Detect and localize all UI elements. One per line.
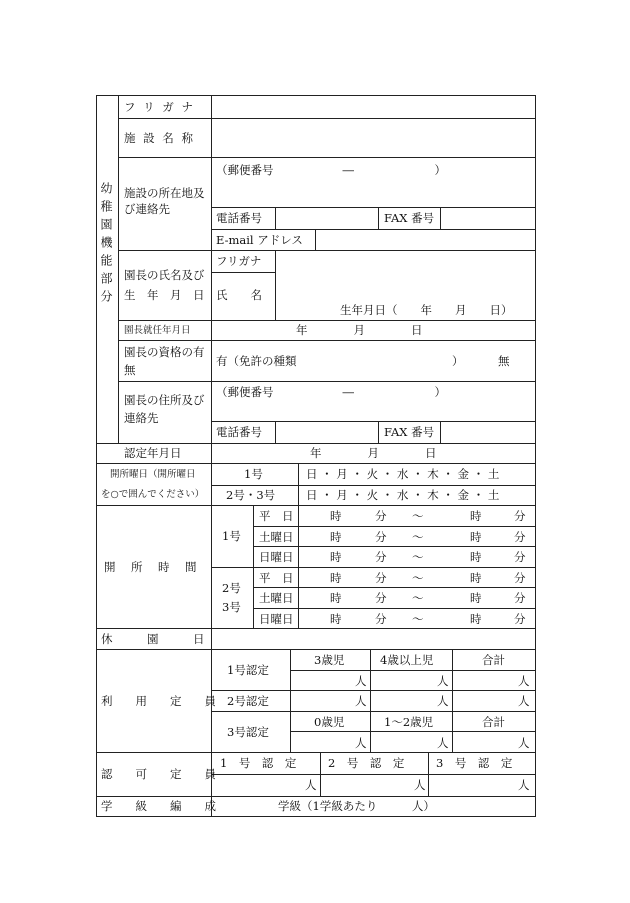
section-label-kindergarten: 幼稚園機能部分 — [99, 182, 113, 308]
time-hour-to: 時 — [470, 550, 482, 564]
rule — [440, 421, 441, 443]
postal-code-field: （郵便番号 ― ） — [216, 163, 446, 177]
rule — [211, 690, 536, 691]
time-tilde: ～ — [412, 530, 424, 544]
person-unit: 人 — [437, 736, 449, 750]
director-name-field-label: 氏 名 — [216, 288, 262, 302]
director-address-label-1: 園長の住所及び — [124, 393, 205, 407]
open-days-label-1: 開所曜日（開所曜日 — [110, 469, 196, 480]
person-unit: 人 — [437, 694, 449, 708]
qualification-label-2: 無 — [124, 363, 136, 377]
qualification-none: 無 — [498, 354, 510, 368]
person-unit: 人 — [355, 736, 367, 750]
rule — [118, 381, 536, 382]
fax-label: FAX 番号 — [384, 211, 435, 225]
rule — [253, 526, 536, 527]
rule — [96, 505, 536, 506]
time-tilde: ～ — [412, 591, 424, 605]
rule — [118, 157, 536, 158]
qualification-label-1: 園長の資格の有 — [124, 345, 205, 359]
rule — [96, 95, 536, 96]
time-minute-to: 分 — [514, 571, 526, 585]
person-unit: 人 — [414, 778, 426, 792]
class-organization-field: 学級（1学級あたり 人） — [278, 799, 435, 813]
rule — [211, 207, 536, 208]
time-hour-to: 時 — [470, 509, 482, 523]
director-fax-label: FAX 番号 — [384, 425, 435, 439]
time-tilde: ～ — [412, 509, 424, 523]
tel-label: 電話番号 — [216, 211, 262, 225]
day-type-saturday: 土曜日 — [259, 591, 294, 605]
birth-date-field: 生年月日（ 年 月 日） — [340, 303, 513, 317]
rule — [96, 649, 536, 650]
rule — [298, 505, 299, 628]
hours-group-3: 3号 — [222, 600, 241, 614]
holiday-label: 休 園 日 — [101, 632, 205, 646]
rule — [290, 649, 291, 752]
time-hour-from: 時 — [330, 571, 342, 585]
person-unit: 人 — [518, 694, 530, 708]
rule — [118, 250, 536, 251]
time-minute-to: 分 — [514, 530, 526, 544]
time-hour-to: 時 — [470, 612, 482, 626]
time-minute-to: 分 — [514, 550, 526, 564]
class-organization-label: 学 級 編 成 — [101, 799, 216, 813]
rule — [378, 207, 379, 229]
person-unit: 人 — [518, 736, 530, 750]
approved-cert-3: 3 号 認 定 — [436, 756, 513, 770]
appointment-date-field: 年 月 日 — [296, 323, 423, 337]
open-days-cert-1: 1号 — [244, 467, 263, 481]
rule — [290, 731, 536, 732]
total-header: 合計 — [482, 715, 505, 729]
qualification-license-type: 有（免許の種類 — [216, 354, 297, 368]
director-address-label-2: 連絡先 — [124, 411, 159, 425]
rule — [370, 649, 371, 752]
rule — [96, 443, 536, 444]
cert3-capacity-label: 3号認定 — [227, 725, 269, 739]
director-tel-label: 電話番号 — [216, 425, 262, 439]
rule — [96, 816, 536, 817]
time-tilde: ～ — [412, 571, 424, 585]
time-minute-to: 分 — [514, 509, 526, 523]
hours-group-1: 1号 — [222, 529, 241, 543]
rule — [440, 207, 441, 229]
day-type-weekday: 平 日 — [259, 509, 294, 523]
total-header: 合計 — [482, 653, 505, 667]
opening-hours-label: 開 所 時 間 — [104, 560, 199, 574]
approved-capacity-label: 認 可 定 員 — [101, 767, 216, 781]
day-type-sunday: 日曜日 — [259, 612, 294, 626]
furigana-label: フ リ ガ ナ — [124, 100, 195, 114]
open-days-cert-23: 2号・3号 — [226, 488, 276, 502]
location-label-1: 施設の所在地及 — [124, 186, 205, 200]
time-minute-from: 分 — [375, 591, 387, 605]
rule — [211, 567, 536, 568]
rule — [535, 95, 536, 816]
location-label-2: び連絡先 — [124, 202, 170, 216]
email-label: E-mail アドレス — [216, 233, 303, 247]
age-0-header: 0歳児 — [314, 715, 345, 729]
time-hour-to: 時 — [470, 591, 482, 605]
weekday-options-1: 日 ・ 月 ・ 火 ・ 水 ・ 木 ・ 金 ・ 土 — [306, 467, 500, 481]
rule — [211, 485, 536, 486]
rule — [275, 250, 276, 320]
time-tilde: ～ — [412, 550, 424, 564]
person-unit: 人 — [355, 694, 367, 708]
person-unit: 人 — [355, 674, 367, 688]
capacity-label: 利 用 定 員 — [101, 694, 216, 708]
rule — [290, 670, 536, 671]
time-hour-from: 時 — [330, 612, 342, 626]
time-minute-to: 分 — [514, 612, 526, 626]
person-unit: 人 — [305, 778, 317, 792]
rule — [253, 587, 536, 588]
time-hour-to: 時 — [470, 530, 482, 544]
rule — [315, 229, 316, 250]
age-4plus-header: 4歳以上児 — [380, 653, 434, 667]
appointment-date-label: 園長就任年月日 — [124, 325, 191, 336]
person-unit: 人 — [518, 778, 530, 792]
director-furigana-label: フリガナ — [216, 254, 262, 268]
facility-name-label: 施 設 名 称 — [124, 131, 195, 145]
age-3-header: 3歳児 — [314, 653, 345, 667]
rule — [211, 272, 275, 273]
rule — [96, 796, 536, 797]
rule — [253, 505, 254, 628]
rule — [275, 207, 276, 229]
approved-cert-2: 2 号 認 定 — [328, 756, 405, 770]
director-name-label-2: 生 年 月 日 — [124, 288, 205, 302]
open-days-label-2: を○で囲んでください） — [101, 489, 205, 500]
time-minute-from: 分 — [375, 550, 387, 564]
director-name-label-1: 園長の氏名及び — [124, 268, 205, 282]
rule — [378, 421, 379, 443]
rule — [320, 752, 321, 796]
cert2-capacity-label: 2号認定 — [227, 694, 269, 708]
rule — [118, 320, 536, 321]
time-minute-to: 分 — [514, 591, 526, 605]
rule — [211, 774, 536, 775]
rule — [96, 463, 536, 464]
time-hour-from: 時 — [330, 591, 342, 605]
time-minute-from: 分 — [375, 612, 387, 626]
rule — [211, 229, 536, 230]
rule — [452, 649, 453, 752]
day-type-sunday: 日曜日 — [259, 550, 294, 564]
time-hour-from: 時 — [330, 530, 342, 544]
rule — [118, 340, 536, 341]
rule — [118, 118, 536, 119]
rule — [96, 752, 536, 753]
time-minute-from: 分 — [375, 509, 387, 523]
time-minute-from: 分 — [375, 530, 387, 544]
day-type-weekday: 平 日 — [259, 571, 294, 585]
rule — [428, 752, 429, 796]
time-minute-from: 分 — [375, 571, 387, 585]
rule — [275, 421, 276, 443]
rule — [211, 711, 536, 712]
rule — [253, 608, 536, 609]
qualification-close-paren: ） — [452, 354, 464, 368]
cert-date-label: 認定年月日 — [124, 446, 182, 460]
time-hour-to: 時 — [470, 571, 482, 585]
rule — [96, 95, 97, 816]
rule — [211, 421, 536, 422]
time-tilde: ～ — [412, 612, 424, 626]
cert1-capacity-label: 1号認定 — [227, 663, 269, 677]
age-12-header: 1～2歳児 — [384, 715, 434, 729]
rule — [96, 628, 536, 629]
cert-date-field: 年 月 日 — [310, 446, 437, 460]
day-type-saturday: 土曜日 — [259, 530, 294, 544]
time-hour-from: 時 — [330, 509, 342, 523]
director-postal-code-field: （郵便番号 ― ） — [216, 385, 446, 399]
hours-group-2: 2号 — [222, 581, 241, 595]
weekday-options-23: 日 ・ 月 ・ 火 ・ 水 ・ 木 ・ 金 ・ 土 — [306, 488, 500, 502]
rule — [298, 463, 299, 505]
rule — [118, 95, 119, 443]
rule — [253, 546, 536, 547]
person-unit: 人 — [518, 674, 530, 688]
time-hour-from: 時 — [330, 550, 342, 564]
person-unit: 人 — [437, 674, 449, 688]
approved-cert-1: 1 号 認 定 — [220, 756, 297, 770]
